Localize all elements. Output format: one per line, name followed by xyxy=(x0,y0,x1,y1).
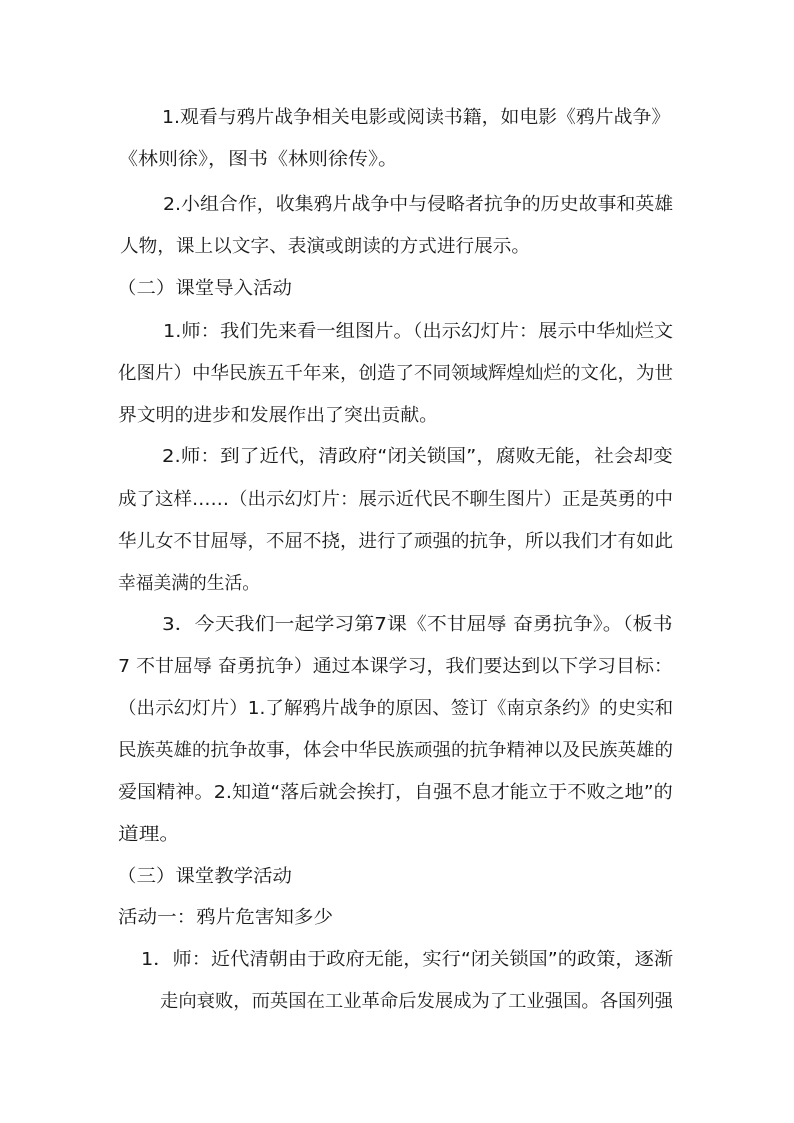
line-10: 成了这样……（出示幻灯片：展示近代民不聊生图片）正是英勇的中 xyxy=(118,489,673,510)
line-18: 道理。 xyxy=(118,824,181,845)
line-4: 人物，课上以文字、表演或朗读的方式进行展示。 xyxy=(120,236,530,257)
line-15: （出示幻灯片）1.了解鸦片战争的原因、签订《南京条约》的史实和 xyxy=(118,698,674,719)
line-16: 民族英雄的抗争故事，体会中华民族顽强的抗争精神以及民族英雄的 xyxy=(118,740,673,761)
line-22: 走向衰败，而英国在工业革命后发展成为了工业强国。各国列强 xyxy=(160,991,673,1012)
activity-heading: 活动一：鸦片危害知多少 xyxy=(118,907,333,928)
section-heading-2: （二）课堂导入活动 xyxy=(117,278,292,299)
line-6: 1.师：我们先来看一组图片。（出示幻灯片：展示中华灿烂文 xyxy=(163,321,674,342)
line-21: 1．师：近代清朝由于政府无能，实行“闭关锁国”的政策，逐渐 xyxy=(141,949,674,970)
line-1: 1.观看与鸦片战争相关电影或阅读书籍，如电影《鸦片战争》 xyxy=(162,107,671,128)
line-13: 3．今天我们一起学习第7课《不甘屈辱 奋勇抗争》。（板书 xyxy=(162,614,673,635)
line-17: 爱国精神。2.知道“落后就会挨打，自强不息才能立于不败之地”的 xyxy=(118,782,673,803)
line-12: 幸福美满的生活。 xyxy=(118,573,260,594)
section-heading-3: （三）课堂教学活动 xyxy=(117,866,292,887)
line-14: 7 不甘屈辱 奋勇抗争）通过本课学习，我们要达到以下学习目标： xyxy=(118,656,673,677)
line-11: 华儿女不甘屈辱，不屈不挠，进行了顽强的抗争，所以我们才有如此 xyxy=(118,531,673,552)
line-8: 界文明的进步和发展作出了突出贡献。 xyxy=(118,405,439,426)
line-9: 2.师：到了近代，清政府“闭关锁国”，腐败无能，社会却变 xyxy=(162,446,673,467)
line-2: 《林则徐》，图书《林则徐传》。 xyxy=(118,149,398,170)
line-3: 2.小组合作，收集鸦片战争中与侵略者抗争的历史故事和英雄 xyxy=(163,194,674,215)
line-7: 化图片）中华民族五千年来，创造了不同领域辉煌灿烂的文化，为世 xyxy=(118,363,673,384)
